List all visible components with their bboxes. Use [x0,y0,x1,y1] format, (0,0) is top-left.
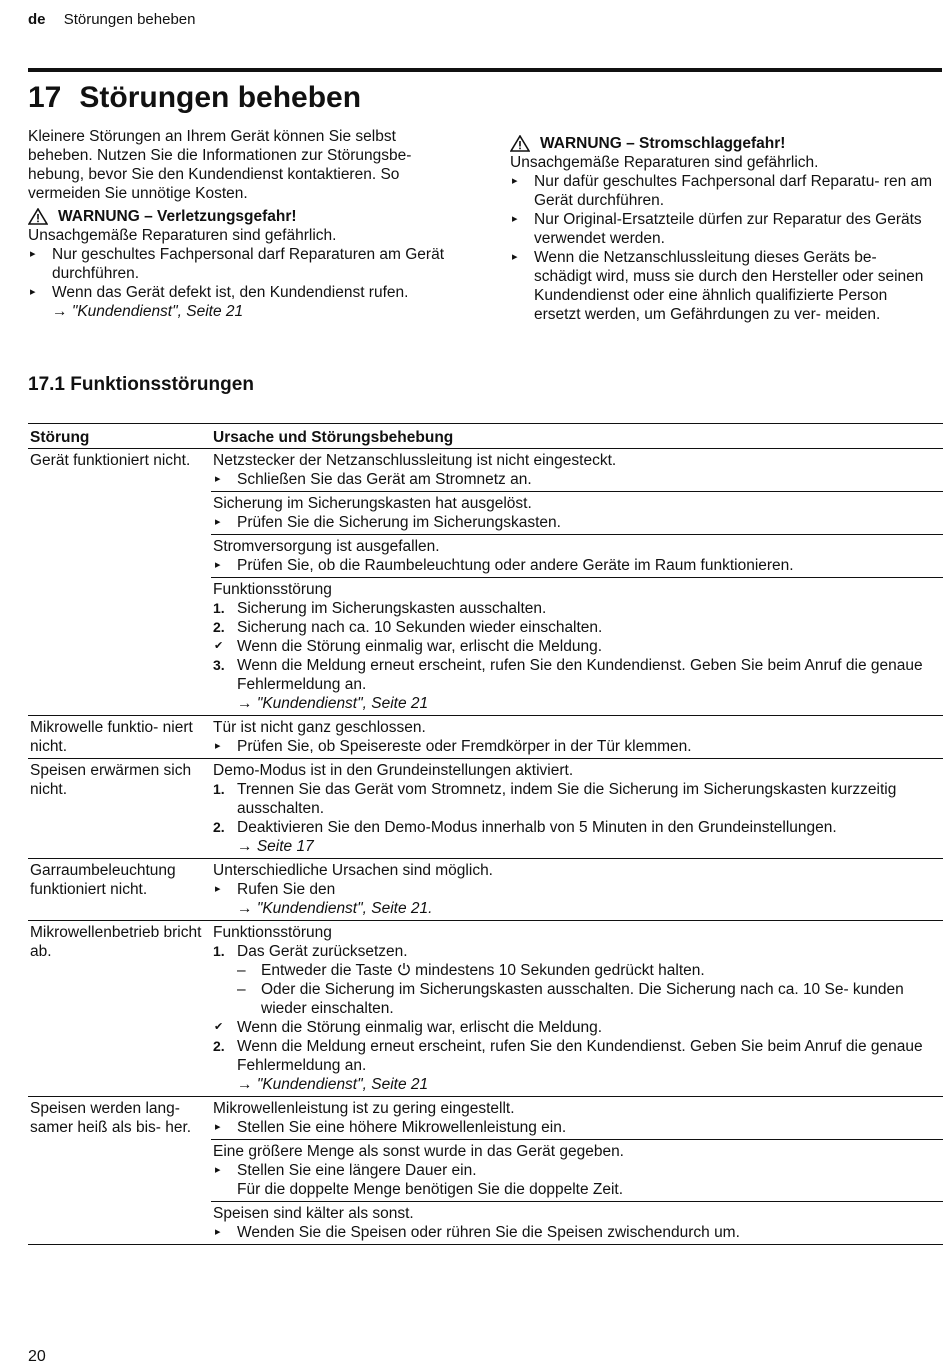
list-item: ▸ Stellen Sie eine höhere Mikrowellenleistung ein. [213,1118,943,1137]
table-row [28,716,943,759]
list-item: ▸ Prüfen Sie, ob Speisereste oder Fremdkörper in der Tür klemmen. [213,737,943,756]
cross-reference-link[interactable]: → "Kundendienst", Seite 21. [237,900,433,917]
cause-cell: Eine größere Menge als sonst wurde in das Gerät gegeben. ▸ Stellen Sie eine längere Dauer ein. Für die doppelte Menge benötigen Sie die doppelte Zeit. [211,1140,943,1202]
cause-cell: Funktionsstörung 1. Sicherung im Sicherungskasten ausschalten. 2. Sicherung nach ca. 10 Sekunden wieder einschalten. ✔ Wenn die Störung einmalig war, erlischt die Meldung. 3. Wenn die Meldung erneut erscheint, rufen Sie den Kundendienst. Geben Sie beim Anruf die genaue Fehlermeldung an. → "Kundendienst", Seite 21 [211,578,943,716]
note-text: Für die doppelte Menge benötigen Sie die doppelte Zeit. [237,1181,624,1198]
cause-cell: Tür ist nicht ganz geschlossen. ▸ Prüfen Sie, ob Speisereste oder Fremdkörper in der Tür klemmen. [211,716,943,759]
running-header [28,10,195,29]
cross-reference-link[interactable]: → "Kundendienst", Seite 21 [237,1076,429,1093]
arrow-right-icon: → [237,900,253,917]
fault-cell: Mikrowelle funktio- niert nicht. [28,716,211,759]
step-item: 1. Sicherung im Sicherungskasten ausschalten. [213,600,547,617]
cause-cell: Speisen sind kälter als sonst. ▸ Wenden Sie die Speisen oder rühren Sie die Speisen zwischendurch um. [211,1202,943,1245]
power-button-icon [397,962,411,976]
list-item: ▸ Schließen Sie das Gerät am Stromnetz an. [213,470,943,489]
warning-injury-title: WARNUNG – Verletzungsgefahr! [28,207,468,226]
step-item: 3. Wenn die Meldung erneut erscheint, rufen Sie den Kundendienst. Geben Sie beim Anruf die genaue Fehlermeldung an. [213,657,923,693]
chapter-number: 17 [28,81,62,114]
cross-reference-link[interactable]: → "Kundendienst", Seite 21 [52,303,244,320]
table-row [28,449,943,492]
right-column [510,134,935,324]
table-row [28,859,943,921]
sub-step-item: – Oder die Sicherung im Sicherungskasten ausschalten. Die Sicherung nach ca. 10 Se- kunden wieder einschalten. [213,980,943,1018]
list-item: ▸ Wenden Sie die Speisen oder rühren Sie die Speisen zwischendurch um. [213,1223,943,1242]
result-item: ✔ Wenn die Störung einmalig war, erlischt die Meldung. [213,1018,943,1037]
list-item: ▸ Wenn die Netzanschlussleitung dieses Geräts be- schädigt wird, muss sie durch den Hersteller oder seinen Kundendienst oder eine ähnlich qualifizierte Person ersetzt werden, um Gefährdungen zu ver- meiden. [510,248,935,324]
fault-cell: Speisen werden lang- samer heiß als bis- her. [28,1097,211,1245]
table-row [28,921,943,1097]
page-number: 20 [28,1348,46,1365]
table-row [28,1097,943,1140]
language-code: de [28,11,46,28]
step-item: 2. Deaktivieren Sie den Demo-Modus innerhalb von 5 Minuten in den Grundeinstellungen. [213,819,837,836]
step-item: 2. Sicherung nach ca. 10 Sekunden wieder einschalten. [213,619,603,636]
list-item: ▸ Rufen Sie den [213,880,943,899]
warning-triangle-icon [510,135,530,152]
section-title: 17.1 Funktionsstörungen [28,374,254,395]
step-item: 2. Wenn die Meldung erneut erscheint, rufen Sie den Kundendienst. Geben Sie beim Anruf die genaue Fehlermeldung an. [213,1038,923,1074]
fault-cell: Gerät funktioniert nicht. [28,449,211,716]
header-title: Störungen beheben [63,11,196,28]
intro-text: Kleinere Störungen an Ihrem Gerät können Sie selbst beheben. Nutzen Sie die Informationen zur Störungsbe- hebung, bevor Sie den Kundendienst kontaktieren. So vermeiden Sie unnötige Kosten. [28,128,412,202]
result-item: ✔ Wenn die Störung einmalig war, erlischt die Meldung. [213,637,943,656]
left-column [28,127,468,321]
step-item: 1. Das Gerät zurücksetzen. [213,943,408,960]
cross-reference-link[interactable]: → "Kundendienst", Seite 21 [237,695,429,712]
list-item: ▸ Nur Original-Ersatzteile dürfen zur Reparatur des Geräts verwendet werden. [510,210,935,248]
warning-shock-title: WARNUNG – Stromschlaggefahr! [510,134,935,153]
fault-cell: Garraumbeleuchtung funktioniert nicht. [28,859,211,921]
arrow-right-icon: → [52,303,68,320]
list-item: ▸ Stellen Sie eine längere Dauer ein. [213,1161,943,1180]
list-item: ▸ Wenn das Gerät defekt ist, den Kundendienst rufen. [28,283,468,302]
table-row [28,759,943,859]
cause-cell: Sicherung im Sicherungskasten hat ausgelöst. ▸ Prüfen Sie die Sicherung im Sicherungskasten. [211,492,943,535]
warning-triangle-icon [28,208,48,225]
troubleshooting-table [28,423,943,1245]
sub-step-item: – Entweder die Taste mindestens 10 Sekunden gedrückt halten. [213,961,943,980]
step-item: 1. Trennen Sie das Gerät vom Stromnetz, indem Sie die Sicherung im Sicherungskasten kurzzeitig ausschalten. [213,781,897,817]
arrow-right-icon: → [237,695,253,712]
cause-cell: Unterschiedliche Ursachen sind möglich. ▸ Rufen Sie den → "Kundendienst", Seite 21. [211,859,943,921]
cross-reference-link[interactable]: → Seite 17 [237,838,314,855]
header-rule [28,68,942,72]
list-item: ▸ Prüfen Sie die Sicherung im Sicherungskasten. [213,513,943,532]
cause-cell: Funktionsstörung 1. Das Gerät zurücksetzen. – Entweder die Taste mindestens 10 Sekunden gedrückt halten. – Oder die Sicherung im Sicherungskasten ausschalten. Die Sicherung nach ca. 10 Se- kunden wieder einschalten. ✔ Wenn die Störung einmalig war, erlischt die Meldung. 2. Wenn die Meldung erneut erscheint, rufen Sie den Kundendienst. Geben Sie beim Anruf die genaue Fehlermeldung an. → "Kundendienst", Seite 21 [211,921,943,1097]
cause-cell: Netzstecker der Netzanschlussleitung ist nicht eingesteckt. ▸ Schließen Sie das Gerät am Stromnetz an. [211,449,943,492]
warning-shock-text: Unsachgemäße Reparaturen sind gefährlich. [510,154,819,171]
column-header-fault: Störung [28,424,211,449]
arrow-right-icon: → [237,1076,253,1093]
fault-cell: Mikrowellenbetrieb bricht ab. [28,921,211,1097]
column-header-cause: Ursache und Störungsbehebung [211,424,943,449]
list-item: ▸ Prüfen Sie, ob die Raumbeleuchtung oder andere Geräte im Raum funktionieren. [213,556,943,575]
cause-cell: Stromversorgung ist ausgefallen. ▸ Prüfen Sie, ob die Raumbeleuchtung oder andere Geräte im Raum funktionieren. [211,535,943,578]
chapter-title [28,80,361,116]
fault-cell: Speisen erwärmen sich nicht. [28,759,211,859]
list-item: ▸ Nur dafür geschultes Fachpersonal darf Reparatu- ren am Gerät durchführen. [510,172,935,210]
chapter-title-text: Störungen beheben [79,81,362,114]
cause-cell: Demo-Modus ist in den Grundeinstellungen aktiviert. 1. Trennen Sie das Gerät vom Stromnetz, indem Sie die Sicherung im Sicherungskasten kurzzeitig ausschalten. 2. Deaktivieren Sie den Demo-Modus innerhalb von 5 Minuten in den Grundeinstellungen. → Seite 17 [211,759,943,859]
warning-injury-text: Unsachgemäße Reparaturen sind gefährlich. [28,227,337,244]
list-item: ▸ Nur geschultes Fachpersonal darf Reparaturen am Gerät durchführen. [28,245,458,283]
cause-cell: Mikrowellenleistung ist zu gering eingestellt. ▸ Stellen Sie eine höhere Mikrowellenleistung ein. [211,1097,943,1140]
arrow-right-icon: → [237,838,253,855]
